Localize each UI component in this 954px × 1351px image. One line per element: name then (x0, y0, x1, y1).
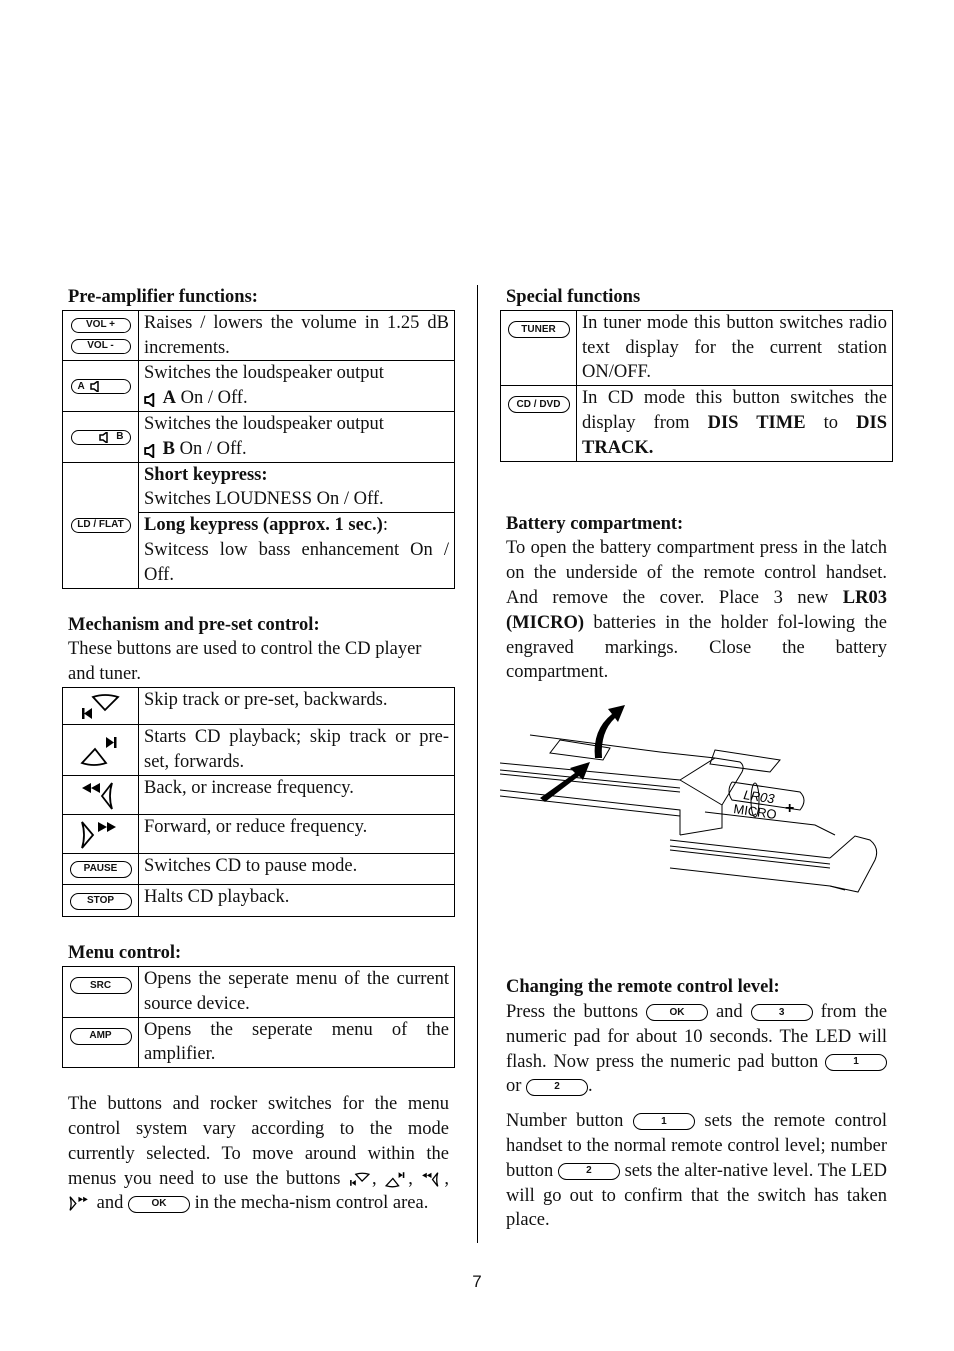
speaker-icon (144, 393, 158, 407)
skip-back-icon (78, 691, 124, 721)
number-1-button: 1 (633, 1113, 695, 1130)
table-row (63, 310, 455, 361)
fast-forward-icon (68, 1194, 92, 1212)
skip-forward-play-icon (78, 733, 124, 767)
vol-down-button: VOL - (71, 339, 131, 354)
speaker-icon (144, 444, 158, 458)
ok-button: OK (646, 1004, 708, 1021)
menu-table (62, 966, 455, 1068)
number-3-button: 3 (751, 1004, 813, 1021)
table-row: PAUSE Switches CD to pause mode. (63, 853, 455, 885)
level-paragraph-1: Press the buttons OK and 3 from the numeric pad for about 10 seconds. The LED will flash. Now press the numeric pad button 1 or 2 . (506, 1001, 888, 1097)
special-heading: Special functions (506, 287, 641, 307)
level-heading: Changing the remote control level: (506, 977, 780, 998)
src-button: SRC (70, 977, 132, 994)
right-column (506, 285, 887, 1233)
column-divider (477, 285, 478, 1243)
cd-dvd-button: CD / DVD (508, 396, 570, 413)
mechanism-table (62, 687, 455, 917)
skip-back-icon (348, 1170, 372, 1188)
table-row: Back, or increase frequency. (63, 775, 455, 814)
number-2-button: 2 (558, 1163, 620, 1180)
battery-compartment-illustration (500, 700, 885, 895)
vol-up-button: VOL + (71, 318, 131, 333)
svg-text:+: + (785, 800, 795, 817)
table-row: Long keypress (approx. 1 sec.): Switcess low bass enhancement On / Off. (63, 513, 455, 588)
speaker-icon (90, 381, 102, 392)
mechanism-intro: These buttons are used to control the CD player and tuner. (68, 639, 422, 685)
stop-button: STOP (70, 893, 132, 910)
special-table (500, 310, 893, 462)
menu-heading: Menu control: (68, 943, 182, 964)
loudness-flat-button: LD / FLAT (71, 518, 131, 533)
speaker-b-button: B (71, 430, 131, 445)
preamp-heading: Pre-amplifier functions: (68, 287, 258, 307)
preamp-table (62, 310, 455, 589)
table-row: STOP Halts CD playback. (63, 885, 455, 917)
page-number: 7 (472, 1272, 482, 1291)
table-row: CD / DVD In CD mode this button switches the display from DIS TIME to DIS TRACK. (501, 386, 893, 461)
pause-button: PAUSE (70, 861, 132, 878)
svg-text:MICRO: MICRO (732, 801, 778, 823)
table-row: AMP Opens the seperate menu of the amplifier. (63, 1017, 455, 1068)
ok-button: OK (128, 1196, 190, 1213)
rewind-icon (78, 779, 124, 811)
menu-paragraph: The buttons and rocker switches for the menu control system vary according to the mode currently selected. To move around within the menus you need to use the buttons , , , and OK in the mecha-nism control area. (68, 1094, 450, 1214)
number-2-button: 2 (526, 1079, 588, 1096)
left-column (68, 285, 449, 1216)
preamp-desc: Raises / lowers the volume in 1.25 dB increments. (139, 310, 455, 361)
speaker-icon (99, 432, 111, 443)
level-paragraph-2: Number button 1 sets the remote control handset to the normal remote control level; number button 2 sets the alter-native level. The LED will go out to confirm that the switch has taken place. (506, 1111, 888, 1231)
table-row: Starts CD playback; skip track or pre-set, forwards. (63, 724, 455, 775)
table-row: TUNER In tuner mode this button switches radio text display for the current station ON/OFF. (501, 310, 893, 385)
table-row: LD / FLAT Short keypress: Switches LOUDNESS On / Off. (63, 462, 455, 513)
mechanism-heading: Mechanism and pre-set control: (68, 614, 320, 635)
number-1-button: 1 (825, 1054, 887, 1071)
tuner-button: TUNER (508, 321, 570, 338)
table-row: Skip track or pre-set, backwards. (63, 687, 455, 724)
svg-text:LR03: LR03 (742, 787, 776, 807)
rewind-icon (420, 1170, 444, 1188)
table-row: A Switches the loudspeaker output A On / Off. (63, 361, 455, 412)
table-row: B Switches the loudspeaker output B On / Off. (63, 411, 455, 462)
table-row: SRC Opens the seperate menu of the current source device. (63, 966, 455, 1017)
amp-button: AMP (70, 1028, 132, 1045)
battery-heading: Battery compartment: (506, 513, 684, 534)
lift-arrow-icon (595, 705, 625, 758)
battery-paragraph: To open the battery compartment press in the latch on the underside of the remote control handset. And remove the cover. Place 3 new LR03 (MICRO) batteries in the holder fol-lowing the engraved markings. Close the battery compartment. (506, 538, 887, 683)
speaker-a-button: A (71, 379, 131, 394)
skip-forward-play-icon (384, 1170, 408, 1188)
fast-forward-icon (78, 818, 124, 850)
table-row: Forward, or reduce frequency. (63, 814, 455, 853)
